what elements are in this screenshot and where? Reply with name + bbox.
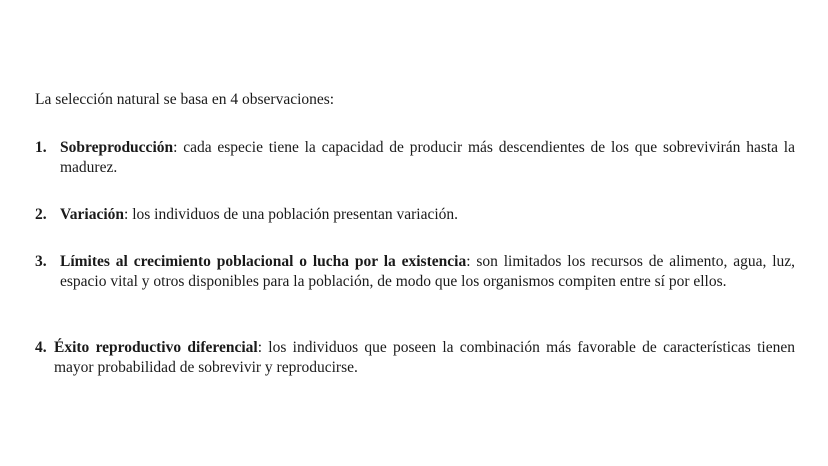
observation-item-1 bbox=[35, 138, 795, 178]
item-body bbox=[54, 338, 795, 378]
item-body bbox=[60, 205, 795, 225]
item-number: 2. bbox=[35, 206, 47, 223]
item-term: Éxito reproductivo diferencial bbox=[54, 339, 258, 356]
item-description: : los individuos de una población presentan variación. bbox=[124, 206, 459, 223]
item-term: Sobreproducción bbox=[60, 139, 174, 156]
observation-item-4 bbox=[35, 338, 795, 378]
observation-item-2 bbox=[35, 205, 795, 225]
observation-item-3 bbox=[35, 252, 795, 292]
item-term: Límites al crecimiento poblacional o lucha por la existencia bbox=[60, 253, 467, 270]
item-description: : los individuos que poseen la combinación más favorable de características tienen mayor probabilidad de sobrevivir y reproducirse. bbox=[54, 339, 795, 376]
item-term: Variación bbox=[60, 206, 125, 223]
item-description: : son limitados los recursos de alimento, agua, luz, espacio vital y otros disponibles para la población, de modo que los organismos compiten entre sí por ellos. bbox=[60, 253, 795, 290]
item-body bbox=[60, 252, 795, 292]
item-body bbox=[60, 138, 795, 178]
item-number: 4. bbox=[35, 339, 47, 356]
item-number: 3. bbox=[35, 253, 47, 270]
item-description: : cada especie tiene la capacidad de producir más descendientes de los que sobrevivirán hasta la madurez. bbox=[60, 139, 795, 176]
intro-text: La selección natural se basa en 4 observaciones: bbox=[35, 91, 335, 108]
item-number: 1. bbox=[35, 139, 47, 156]
